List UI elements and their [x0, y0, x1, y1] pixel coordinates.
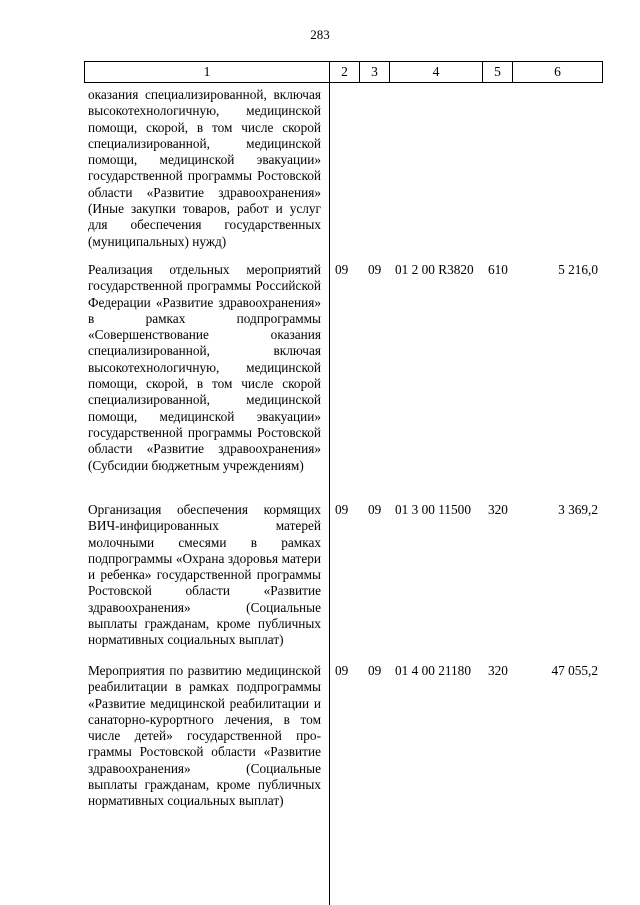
- column-header-6: 6: [513, 62, 603, 83]
- row-section: 09: [335, 262, 349, 277]
- row-section: 09: [335, 663, 349, 678]
- row-description: Мероприятия по развитию медицинской реабилитации в рамках подпрограммы «Развитие медицинской реабилитации и санаторно-курортного лечения, в том числе детей» государственной программы Ростовской области «Развитие здравоохранения» (Социальные выплаты гражданам, кроме публичных нормативных социальных выплат): [88, 663, 321, 809]
- row-description: Организация обеспечения кормящих ВИЧ-инфицированных матерей молочными смесями в рамках подпрограммы «Охрана здоровья матери и ребенка» государственной программы Ростовской области «Развитие здравоохранения» (Социальные выплаты гражданам, кроме публичных нормативных социальных выплат): [88, 502, 321, 648]
- column-header-1: 1: [85, 62, 330, 83]
- row-description: оказания специализированной, включая высокотехнологичную, медицинской помощи, скорой, в том числе скорой специализированной, медицинской помощи, медицинской эвакуации» государственной программы Ростовской области «Развитие здравоохранения» (Иные закупки товаров, работ и услуг для обеспечения государственных (муниципальных) нужд): [88, 87, 321, 249]
- column-header-3: 3: [360, 62, 390, 83]
- column-header-5: 5: [483, 62, 513, 83]
- column-header-4: 4: [390, 62, 483, 83]
- column-divider: [329, 83, 330, 905]
- row-subsection: 09: [368, 262, 382, 277]
- row-target-article: 01 2 00 R3820: [395, 262, 474, 277]
- column-header-row: [84, 61, 603, 83]
- row-expense-type: 610: [488, 262, 508, 277]
- row-expense-type: 320: [488, 502, 508, 517]
- row-subsection: 09: [368, 502, 382, 517]
- row-description: Реализация отдельных мероприятий государственной программы Российской Федерации «Развитие здравоохранения» в рамках подпрограммы «Совершенствование оказания специализированной, включая высокотехнологичную, медицинской помощи, скорой, в том числе скорой специализированной, медицинской помощи, медицинской эвакуации» государственной программы Ростовской области «Развитие здравоохранения» (Субсидии бюджетным учреждениям): [88, 262, 321, 473]
- row-target-article: 01 3 00 11500: [395, 502, 471, 517]
- page-number: 283: [310, 27, 330, 42]
- row-amount: 47 055,2: [551, 663, 598, 678]
- column-header-2: 2: [330, 62, 360, 83]
- row-amount: 5 216,0: [558, 262, 598, 277]
- row-subsection: 09: [368, 663, 382, 678]
- row-section: 09: [335, 502, 349, 517]
- row-amount: 3 369,2: [558, 502, 598, 517]
- row-expense-type: 320: [488, 663, 508, 678]
- row-target-article: 01 4 00 21180: [395, 663, 471, 678]
